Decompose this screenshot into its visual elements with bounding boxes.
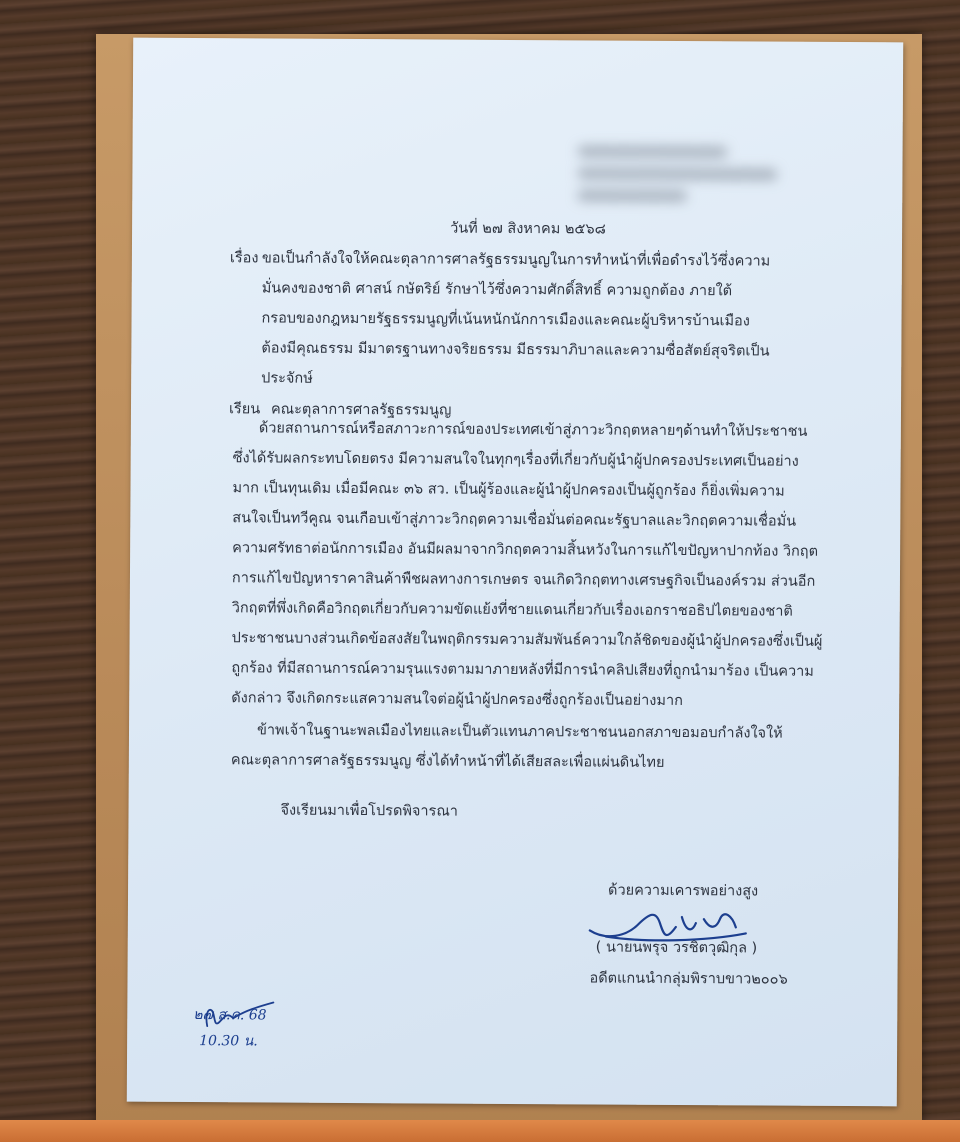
letter-date: วันที่ ๒๗ สิงหาคม ๒๕๖๘	[450, 220, 606, 238]
body-line: สนใจเป็นทวีคูณ จนเกือบเข้าสู่ภาวะวิกฤตความเชื่อมั่นต่อคณะรัฐบาลและวิกฤตความเชื่อมั่น	[232, 510, 797, 530]
closing-request: จึงเรียนมาเพื่อโปรดพิจารณา	[280, 802, 459, 820]
body-line: ข้าพเจ้าในฐานะพลเมืองไทยและเป็นตัวแทนภาคประชาชนนอกสภาขอมอบกำลังใจให้	[256, 722, 783, 742]
subject-line: ประจักษ์	[261, 370, 313, 387]
subject-label: เรื่อง	[229, 250, 259, 267]
body-line: ดังกล่าว จึงเกิดกระแสความสนใจต่อผู้นำผู้ปกครองซึ่งถูกร้องเป็นอย่างมาก	[231, 690, 683, 710]
subject-line: ขอเป็นกำลังใจให้คณะตุลาการศาลรัฐธรรมนูญในการทำหน้าที่เพื่อดำรงไว้ซึ่งความ	[261, 250, 771, 270]
orange-floor	[0, 1120, 960, 1142]
body-line: ความศรัทธาต่อนักการเมือง อันมีผลมาจากวิกฤตความสิ้นหวังในการแก้ไขปัญหาปากท้อง วิกฤต	[232, 540, 819, 560]
redacted-address	[577, 135, 787, 216]
body-line: ด้วยสถานการณ์หรือสภาวะการณ์ของประเทศเข้าสู่ภาวะวิกฤตหลายๆด้านทำให้ประชาชน	[258, 420, 808, 440]
received-time: 10.30 น.	[199, 1033, 258, 1050]
subject-line: ต้องมีคุณธรรม มีมาตรฐานทางจริยธรรม มีธรรมาภิบาลและความซื่อสัตย์สุจริตเป็น	[261, 340, 770, 360]
closing-phrase: ด้วยความเคารพอย่างสูง	[608, 882, 759, 900]
body-line: มาก เป็นทุนเดิม เมื่อมีคณะ ๓๖ สว. เป็นผู้ร้องและผู้นำผู้ปกครองเป็นผู้ถูกร้อง ก็ยิ่งเพิ่มความ	[232, 480, 785, 500]
body-line: การแก้ไขปัญหาราคาสินค้าพืชผลทางการเกษตร จนเกิดวิกฤตทางเศรษฐกิจเป็นองค์รวม ส่วนอีก	[231, 570, 816, 590]
subject-line: กรอบของกฎหมายรัฐธรรมนูญที่เน้นหนักนักการเมืองและคณะผู้บริหารบ้านเมือง	[261, 310, 750, 330]
signer-name: ( นายนพรุจ วรชิตวุฒิกุล )	[595, 939, 758, 957]
subject-line: มั่นคงของชาติ ศาสน์ กษัตริย์ รักษาไว้ซึ่งความศักดิ์สิทธิ์ ความถูกต้อง ภายใต้	[261, 280, 733, 300]
received-date: ๒๗ ส.ค. 68	[193, 1007, 267, 1024]
body-line: วิกฤตที่พึ่งเกิดคือวิกฤตเกี่ยวกับความขัดแย้งที่ชายแดนเกี่ยวกับเรื่องเอกราชอธิปไตยของชาติ	[231, 600, 793, 620]
letter-sheet	[127, 38, 903, 1107]
salutation-label: เรียน	[228, 401, 261, 418]
salutation-text: คณะตุลาการศาลรัฐธรรมนูญ	[270, 401, 452, 419]
body-line: ซึ่งได้รับผลกระทบโดยตรง มีความสนใจในทุกๆเรื่องที่เกี่ยวกับผู้นำผู้ปกครองประเทศเป็นอย่าง	[232, 450, 799, 470]
signer-title: อดีตแกนนำกลุ่มพิราบขาว๒๐๐๖	[589, 970, 788, 988]
body-line: ประชาชนบางส่วนเกิดข้อสงสัยในพฤติกรรมความสัมพันธ์ความใกล้ชิดของผู้นำผู้ปกครองซึ่งเป็นผู้	[231, 630, 823, 650]
body-line: คณะตุลาการศาลรัฐธรรมนูญ ซึ่งได้ทำหน้าที่ได้เสียสละเพื่อแผ่นดินไทย	[230, 752, 665, 771]
body-line: ถูกร้อง ที่มีสถานการณ์ความรุนแรงตามมาภายหลังที่มีการนำคลิปเสียงที่ถูกนำมาร้อง เป็นความ	[231, 660, 814, 680]
